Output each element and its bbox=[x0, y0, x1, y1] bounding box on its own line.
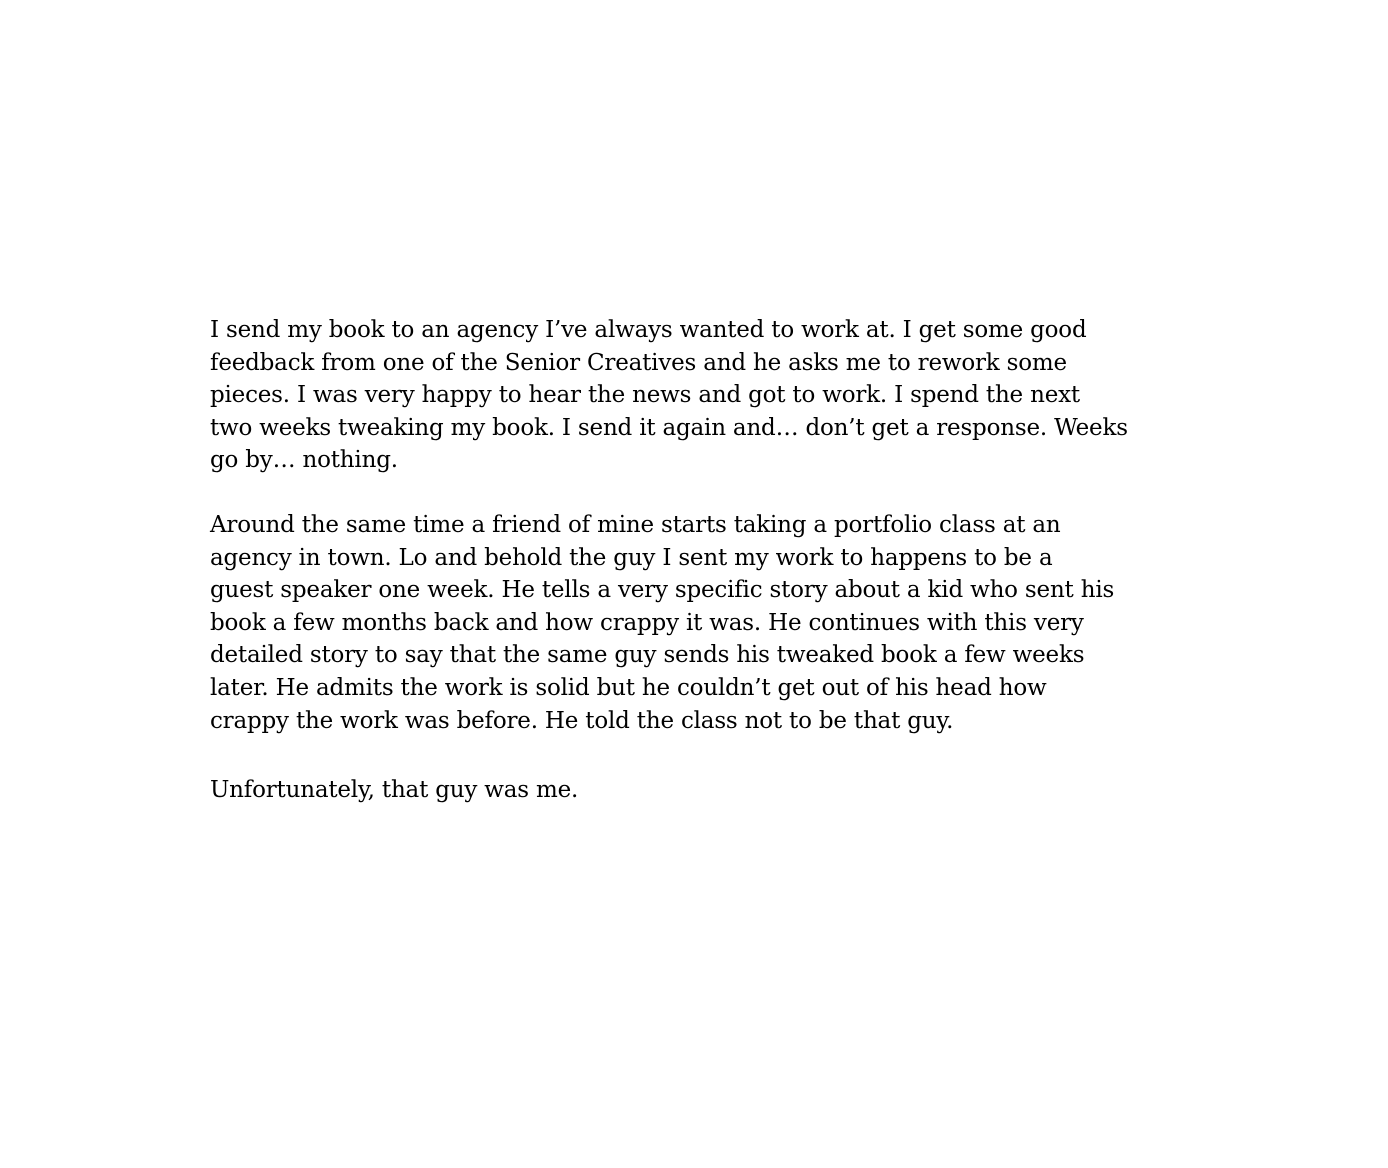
paragraph-conclusion bbox=[210, 774, 1220, 807]
text-line: I send my book to an agency I’ve always wanted to work at. I get some good bbox=[210, 317, 1087, 343]
text-line: book a few months back and how crappy it was. He continues with this very bbox=[210, 609, 1084, 636]
text-line: crappy the work was before. He told the class not to be that guy. bbox=[210, 707, 954, 734]
text-line: pieces. I was very happy to hear the news and got to work. I spend the next bbox=[210, 382, 1080, 409]
text-line: Unfortunately, that guy was me. bbox=[210, 777, 579, 804]
text-line: feedback from one of the Senior Creatives and he asks me to rework some bbox=[210, 349, 1067, 376]
paragraph-agency-feedback bbox=[210, 314, 1220, 477]
text-line: Around the same time a friend of mine starts taking a portfolio class at an bbox=[210, 511, 1061, 538]
text-line: guest speaker one week. He tells a very specific story about a kid who sent his bbox=[210, 577, 1115, 604]
paragraph-portfolio-class bbox=[210, 509, 1220, 737]
text-line: agency in town. Lo and behold the guy I sent my work to happens to be a bbox=[210, 544, 1053, 571]
text-line: detailed story to say that the same guy sends his tweaked book a few weeks bbox=[210, 642, 1085, 669]
story-text bbox=[210, 314, 1220, 807]
text-line: two weeks tweaking my book. I send it again and… don’t get a response. Weeks bbox=[210, 414, 1128, 441]
text-line: go by… nothing. bbox=[210, 447, 398, 474]
text-line: later. He admits the work is solid but he couldn’t get out of his head how bbox=[210, 674, 1047, 701]
